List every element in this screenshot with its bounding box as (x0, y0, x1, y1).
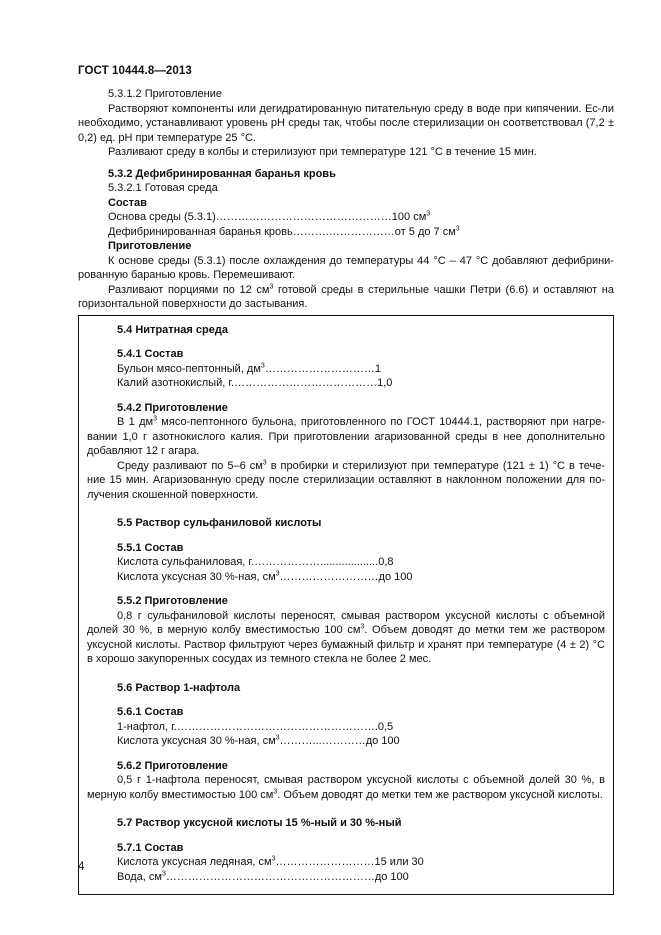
section-heading: 5.7 Раствор уксусной кислоты 15 %-ный и 30 %-ный (117, 817, 402, 829)
subsection-heading: 5.3.2.1 Готовая среда (108, 182, 218, 194)
subsection-heading: 5.5.1 Состав (117, 541, 184, 554)
ingredient-row: Калий азотнокислый, г.…………………………………1,0 (117, 377, 393, 389)
paragraph: Среду разливают по 5–6 $см^3$ в пробирки и стерилизуют при температуре (121 ± 1) °C в тече-ние 15 мин. Агаризованную среду после стерилизации оставляют в наклонном положении для по-лучения скошенной поверхности. (87, 458, 605, 501)
ingredient-row: Кислота уксусная ледяная, $см^3\dots\dots\dots\dots\dots\dots\dots\dots\dots 15$ или 30 (117, 855, 424, 868)
paragraph: Разливают порциями по 12 $см^3$ готовой среды в стерильные чашки Петри (6.6) и оставляют на горизонтальной поверхности до застывания. (78, 282, 614, 310)
subsection-heading: 5.4.2 Приготовление (117, 401, 228, 414)
composition-heading: Состав (108, 196, 147, 209)
ingredient-row: Кислота уксусная 30 %-ная, $см^3\dots\dots\dots\dots\dots\dots\dots\dots\dots до$ 100 (117, 569, 413, 583)
subsection-heading: 5.7.1 Состав (117, 841, 184, 854)
section-heading: 5.5 Раствор сульфаниловой кислоты (117, 517, 322, 529)
subsection-heading: 5.4.1 Состав (117, 348, 184, 360)
paragraph: Растворяют компоненты или дегидратированную питательную среду в воде при кипячении. Ес-ли необходимо, устанавливают уровень pH среды так, чтобы после стерилизации он соответствовал (7,2 ± 0,2) ед. pH при температуре 25 °C. (78, 102, 614, 144)
ingredient-row: Бульон мясо-пептонный, $дм^3\dots\dots\dots\dots\dots\dots\dots\dots\dots\dots 1$ (117, 361, 381, 375)
paragraph: В 1 $дм^3$ мясо-пептонного бульона, приготовленного по ГОСТ 10444.1, растворяют при нагре-вании 1,0 г азотнокислого калия. При приготовлении агаризованной среды в нее дополнительно добавляют 12 г агара. (87, 415, 605, 457)
ingredient-row: Основа среды (5.3.1)…………………………………………100 $см^3$ (108, 210, 431, 223)
subsection-heading: 5.6.1 Состав (117, 706, 184, 718)
ingredient-row: Кислота сульфаниловая, г.………………...................0,8 (117, 556, 394, 568)
document-body (78, 87, 614, 895)
section-heading: 5.4 Нитратная среда (117, 323, 228, 336)
ingredient-row: Кислота уксусная 30 %-ная, $см^3\dots\dots\dots...\dots\dots\dots\dots до$ 100 (117, 734, 400, 747)
preparation-heading: Приготовление (108, 240, 192, 252)
paragraph: Разливают среду в колбы и стерилизуют при температуре 121 °C в течение 15 мин. (108, 146, 537, 158)
paragraph: 0,5 г 1-нафтола переносят, смывая раствором уксусной кислоты с объемной долей 30 %, в мерную колбу вместимостью 100 $см^3$. Объем доводят до метки тем же раствором уксусной кислоты. (87, 774, 605, 801)
paragraph: К основе среды (5.3.1) после охлаждения до температуры 44 °C – 47 °C добавляют дефибрини-рованную баранью кровь. Перемешивают. (78, 254, 614, 281)
section-heading: 5.6 Раствор 1-нафтола (117, 681, 241, 694)
section-heading: 5.3.2 Дефибринированная баранья кровь (108, 167, 336, 180)
subsection-heading: 5.5.2 Приготовление (117, 595, 228, 607)
page-number: 4 (78, 861, 85, 873)
paragraph: 0,8 г сульфаниловой кислоты переносят, смывая раствором уксусной кислоты с объемной долей 30 %, в мерную колбу вместимостью 100 $см^3$. Объем доводят до метки тем же раствором уксусной кислоты. Раствор фильтруют через бумажный фильтр и хранят при температуре (4 ± 2) °C в хорошо закупоренных сосудах из темного стекла не более 2 мес. (87, 609, 606, 665)
subsection-heading: 5.3.1.2 Приготовление (108, 88, 223, 100)
ingredient-row: Вода, $см^3\dots\dots\dots\dots\dots\dots\dots\dots\dots\dots\dots\dots\dots\dots\dots\dots\dots\dots\dots до$ 100 (117, 869, 409, 883)
subsection-heading: 5.6.2 Приготовление (117, 759, 228, 772)
boxed-amendment (78, 315, 614, 896)
ingredient-row: 1-нафтол, г.……………………………………………….0,5 (117, 720, 394, 733)
ingredient-row: Дефибринированная баранья кровь……….………………от 5 до 7 $см^3$ (108, 224, 460, 238)
document-header: ГОСТ 10444.8—2013 (78, 65, 192, 77)
